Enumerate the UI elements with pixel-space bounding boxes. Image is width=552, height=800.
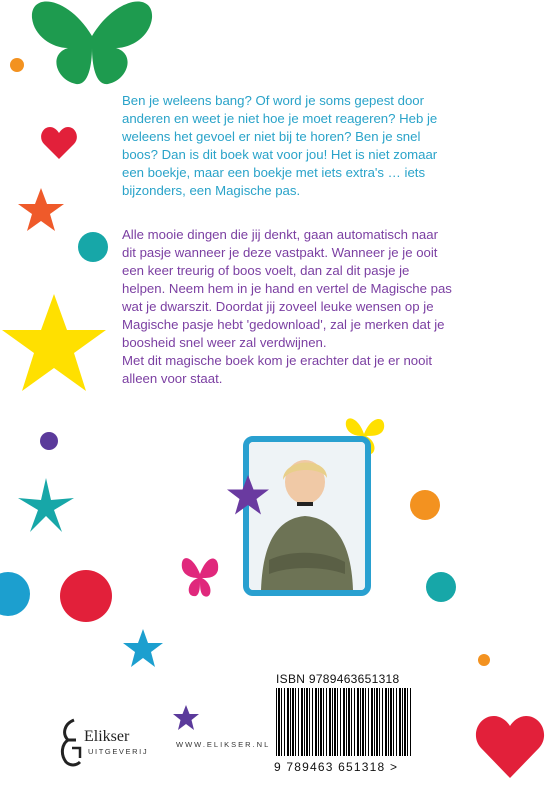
publisher-logo-icon xyxy=(58,718,84,768)
teal-dot xyxy=(78,232,108,262)
red-heart-icon xyxy=(40,126,78,160)
blue-dot xyxy=(0,572,30,616)
publisher-name: Elikser xyxy=(84,728,130,745)
intro-text: Ben je weleens bang? Of word je soms gepest door anderen en weet je niet hoe je moet reageren? Heb je weleens het gevoel er niet bij te horen? Ben je snel boos? Dan is dit boek wat voor jou! Het is niet zomaar een boekje, maar een boekje met iets extra's … iets bijzonders, een Magische pas. xyxy=(122,93,438,198)
orange-star-icon xyxy=(16,186,66,234)
author-photo xyxy=(249,442,365,590)
author-photo-frame xyxy=(243,436,371,596)
orange-dot xyxy=(10,58,24,72)
publisher-subtitle: UITGEVERIJ xyxy=(88,747,149,756)
barcode xyxy=(276,688,412,756)
body-paragraph-1: Alle mooie dingen die jij denkt, gaan automatisch naar dit pasje wanneer je deze vastpakt. Wanneer je je ooit een keer treurig of boos voelt, dan zal dit pasje je helpen. Neem hem in je hand en vertel de Magische pas wat je dwarszit. Doordat jij zoveel leuke wensen op je Magische pasje hebt 'gedownload', zal je merken dat je boosheid snel weer zal verdwijnen. xyxy=(122,227,452,350)
red-dot xyxy=(60,570,112,622)
green-butterfly-icon xyxy=(28,0,156,88)
blue-star-icon xyxy=(122,628,164,668)
purple-star-icon xyxy=(226,474,270,516)
isbn-label: ISBN 9789463651318 xyxy=(276,672,400,686)
purple-dot xyxy=(40,432,58,450)
red-heart-large-icon xyxy=(474,714,546,780)
body-text xyxy=(122,226,452,388)
publisher-website: WWW.ELIKSER.NL xyxy=(176,740,271,749)
pink-butterfly-icon xyxy=(178,550,222,602)
barcode-number: 9 789463 651318 > xyxy=(274,760,399,774)
teal-spark-star-icon xyxy=(16,476,76,536)
purple-star-small-icon xyxy=(172,704,200,731)
orange-dot-small xyxy=(478,654,490,666)
orange-dot-large xyxy=(410,490,440,520)
teal-dot-right xyxy=(426,572,456,602)
yellow-star-icon xyxy=(0,292,108,394)
body-paragraph-2: Met dit magische boek kom je erachter dat je er nooit alleen voor staat. xyxy=(122,353,433,386)
